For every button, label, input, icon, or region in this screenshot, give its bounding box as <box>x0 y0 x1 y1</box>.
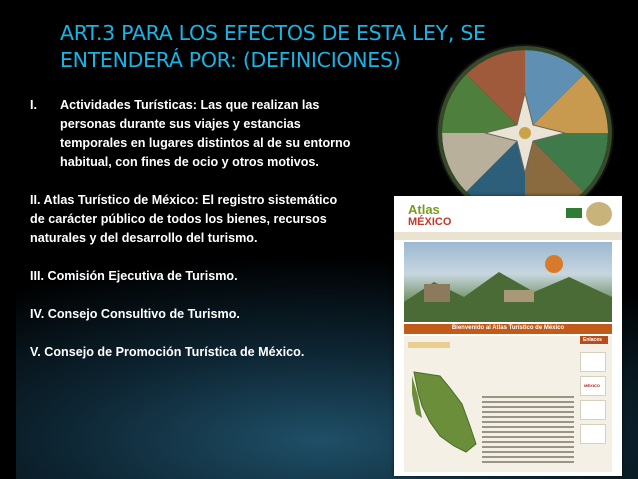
banner-balloon <box>545 255 563 273</box>
banner-ruins <box>504 290 534 302</box>
welcome-text: Bienvenido al Atlas Turístico de México <box>451 325 565 331</box>
website-header <box>394 196 622 232</box>
banner-pyramid <box>424 284 450 302</box>
item-number: I. <box>30 98 37 112</box>
title-line-1: ART.3 PARA LOS EFECTOS DE ESTA LEY, SE <box>60 21 486 45</box>
definition-item-3: III. Comisión Ejecutiva de Turismo. <box>30 269 238 283</box>
government-seal-icon <box>586 202 612 226</box>
item-1-line-1: Actividades Turísticas: Las que realizan las <box>60 98 320 112</box>
mexico-map-shape <box>414 372 476 452</box>
item-1-line-3: temporales en lugares distintos al de su entorno <box>60 136 351 150</box>
definition-item-1 <box>30 96 410 172</box>
breadcrumb <box>408 342 450 348</box>
definition-item-4: IV. Consejo Consultivo de Turismo. <box>30 307 240 321</box>
welcome-banner <box>404 324 612 334</box>
item-2-line-2: de carácter público de todos los bienes, recursos <box>30 212 327 226</box>
definition-item-5: V. Consejo de Promoción Turística de México. <box>30 345 305 359</box>
item-2-line-1: II. Atlas Turístico de México: El registro sistemático <box>30 193 338 207</box>
mexico-map <box>410 366 480 466</box>
compass-center <box>519 127 531 139</box>
item-1-line-2: personas durante sus viajes y estancias <box>60 117 301 131</box>
atlas-logo: Atlas <box>408 202 440 217</box>
side-link-box <box>580 352 606 372</box>
enlaces-label: Enlaces <box>583 337 602 343</box>
definitions-list <box>30 96 410 362</box>
tourism-banner-photo <box>404 242 612 322</box>
item-1-line-4: habitual, con fines de ocio y otros motivos. <box>60 155 319 169</box>
side-link-mexico <box>580 376 606 396</box>
tourism-photo-rosette <box>442 50 608 216</box>
left-edge-bar <box>0 0 16 479</box>
side-link-label: MÉXICO <box>584 383 600 388</box>
mexico-logo: MÉXICO <box>408 216 452 228</box>
government-bar-icon <box>566 208 582 218</box>
website-nav <box>394 232 622 240</box>
item-2-line-3: naturales y del desarrollo del turismo. <box>30 231 258 245</box>
title-line-2: ENTENDERÁ POR: (DEFINICIONES) <box>60 48 401 72</box>
slide-title <box>60 20 520 74</box>
website-body-text <box>482 396 574 466</box>
side-link-box-2 <box>580 400 606 420</box>
atlas-website-screenshot <box>394 196 622 476</box>
website-content <box>404 336 612 472</box>
side-link-box-3 <box>580 424 606 444</box>
definition-item-2 <box>30 191 410 248</box>
enlaces-header <box>580 336 608 344</box>
